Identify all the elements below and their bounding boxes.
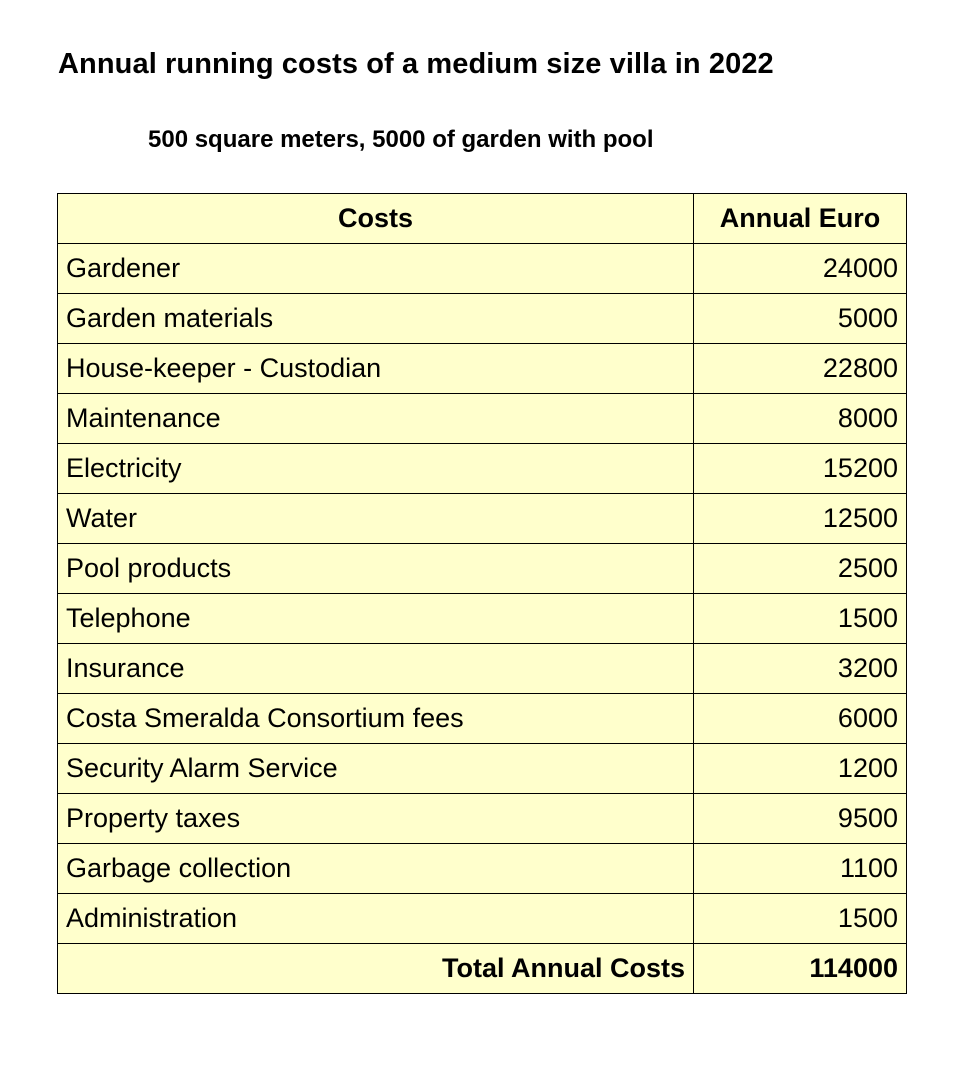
cost-value-cell: 5000	[694, 294, 907, 344]
table-row	[58, 794, 907, 844]
cost-label-cell: Garden materials	[58, 294, 694, 344]
column-header-annual-euro: Annual Euro	[694, 194, 907, 244]
cost-label-cell: Gardener	[58, 244, 694, 294]
cost-label-cell: Insurance	[58, 644, 694, 694]
table-row	[58, 494, 907, 544]
header-row	[58, 194, 907, 244]
cost-value-cell: 1500	[694, 594, 907, 644]
cost-label-cell: Electricity	[58, 444, 694, 494]
table-row	[58, 244, 907, 294]
total-row	[58, 944, 907, 994]
table-row	[58, 394, 907, 444]
table-row	[58, 744, 907, 794]
page-subtitle: 500 square meters, 5000 of garden with pool	[148, 126, 654, 153]
table-row	[58, 844, 907, 894]
cost-value-cell: 24000	[694, 244, 907, 294]
cost-value-cell: 8000	[694, 394, 907, 444]
table-row	[58, 594, 907, 644]
costs-table	[57, 193, 907, 994]
cost-value-cell: 6000	[694, 694, 907, 744]
cost-label-cell: House-keeper - Custodian	[58, 344, 694, 394]
cost-value-cell: 22800	[694, 344, 907, 394]
table-row	[58, 444, 907, 494]
cost-value-cell: 3200	[694, 644, 907, 694]
cost-label-cell: Water	[58, 494, 694, 544]
table-row	[58, 294, 907, 344]
cost-value-cell: 15200	[694, 444, 907, 494]
cost-value-cell: 1200	[694, 744, 907, 794]
cost-label-cell: Costa Smeralda Consortium fees	[58, 694, 694, 744]
cost-label-cell: Security Alarm Service	[58, 744, 694, 794]
cost-label-cell: Telephone	[58, 594, 694, 644]
cost-label-cell: Property taxes	[58, 794, 694, 844]
table-row	[58, 544, 907, 594]
table-row	[58, 694, 907, 744]
cost-value-cell: 9500	[694, 794, 907, 844]
cost-label-cell: Maintenance	[58, 394, 694, 444]
cost-label-cell: Garbage collection	[58, 844, 694, 894]
cost-label-cell: Pool products	[58, 544, 694, 594]
cost-value-cell: 1500	[694, 894, 907, 944]
column-header-costs: Costs	[58, 194, 694, 244]
total-value: 114000	[694, 944, 907, 994]
table-row	[58, 644, 907, 694]
cost-value-cell: 2500	[694, 544, 907, 594]
table-body	[58, 244, 907, 944]
cost-value-cell: 1100	[694, 844, 907, 894]
cost-label-cell: Administration	[58, 894, 694, 944]
table-row	[58, 894, 907, 944]
total-label: Total Annual Costs	[58, 944, 694, 994]
page-title: Annual running costs of a medium size villa in 2022	[58, 48, 774, 80]
cost-value-cell: 12500	[694, 494, 907, 544]
table-row	[58, 344, 907, 394]
